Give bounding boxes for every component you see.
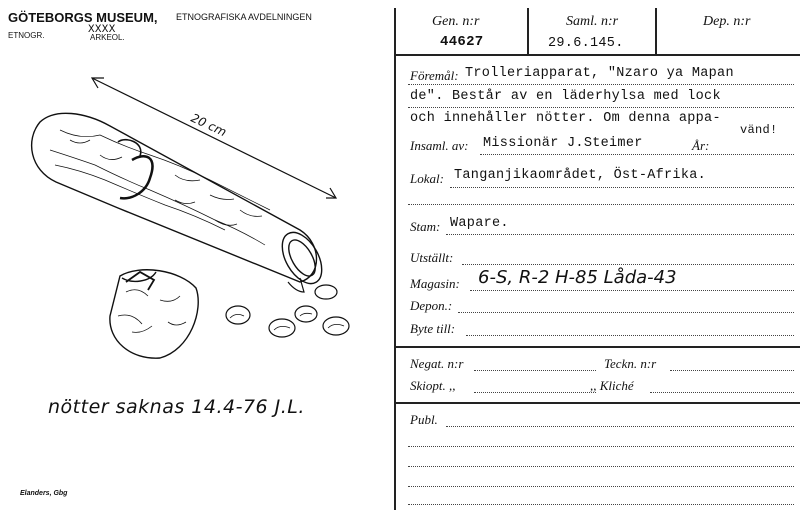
publ-rule-1 (446, 426, 794, 427)
skiopt-label: Skiopt. ,, (410, 378, 456, 393)
publ-rule-3 (408, 466, 794, 467)
arkeol-label: ARKEOL. (90, 33, 125, 42)
foremal-line-1: Trolleriapparat, "Nzaro ya Mapan (465, 66, 734, 81)
foremal-extra: vänd! (740, 123, 778, 137)
lower-rule (394, 402, 800, 404)
stam-label: Stam: (410, 219, 441, 234)
stam-rule (446, 234, 794, 235)
measurement-label: 20 cm (188, 110, 229, 140)
saml-label: Saml. n:r (566, 14, 619, 29)
lokal-label: Lokal: (410, 171, 444, 186)
kliche-label: ,, Kliché (590, 378, 634, 393)
tube-lid (110, 270, 198, 358)
byte-label: Byte till: (410, 321, 456, 336)
stam-value: Wapare. (450, 216, 509, 231)
mid-rule (394, 346, 800, 348)
byte-rule (466, 335, 794, 336)
handwritten-note: nötter saknas 14.4-76 J.L. (48, 396, 305, 418)
depon-rule (458, 312, 794, 313)
gen-label: Gen. n:r (432, 14, 480, 29)
publ-label: Publ. (410, 412, 438, 427)
foremal-rule-2 (408, 107, 794, 108)
object-sketch (0, 60, 380, 380)
kliche-rule (650, 392, 794, 393)
publ-rule-2 (408, 446, 794, 447)
printer-mark: Elanders, Gbg (20, 490, 68, 497)
gen-value: 44627 (440, 34, 484, 50)
magasin-value: 6-S, R-2 H-85 Låda-43 (478, 267, 677, 288)
skiopt-rule (474, 392, 596, 393)
arkeol-strikeout: XXXX (88, 24, 116, 36)
publ-rule-5 (408, 504, 794, 505)
lokal-rule (450, 187, 794, 188)
depon-label: Depon.: (410, 298, 453, 313)
museum-name: GÖTEBORGS MUSEUM, (8, 10, 158, 25)
publ-rule-4 (408, 486, 794, 487)
nuts (226, 285, 349, 337)
foremal-label: Föremål: (410, 68, 459, 83)
insaml-value: Missionär J.Steimer (483, 136, 643, 151)
ar-label: År: (692, 138, 710, 153)
measurement-arrow (92, 78, 336, 198)
insaml-label: Insaml. av: (410, 138, 469, 153)
magasin-rule (470, 290, 794, 291)
leather-tube (32, 110, 330, 292)
insaml-rule (480, 154, 794, 155)
lokal-rule-2 (408, 204, 794, 205)
negat-label: Negat. n:r (410, 356, 464, 371)
negat-rule (474, 370, 596, 371)
teckn-rule (670, 370, 794, 371)
header-bottom-rule (394, 54, 800, 56)
teckn-label: Teckn. n:r (604, 356, 657, 371)
foremal-line-3: och innehåller nötter. Om denna appa- (410, 111, 721, 126)
utstallt-rule (462, 264, 794, 265)
etnogr-label: ETNOGR. (8, 31, 45, 40)
card-left-border (394, 8, 396, 510)
utstallt-label: Utställt: (410, 250, 454, 265)
header-divider-2 (655, 8, 657, 54)
magasin-label: Magasin: (410, 276, 460, 291)
saml-value: 29.6.145. (548, 36, 624, 51)
foremal-line-2: de". Består av en läderhylsa med lock (410, 89, 721, 104)
lokal-value: Tanganjikaområdet, Öst-Afrika. (454, 168, 707, 183)
foremal-rule-1 (408, 84, 794, 85)
department-name: ETNOGRAFISKA AVDELNINGEN (176, 12, 312, 22)
header-divider-1 (527, 8, 529, 54)
dep-label: Dep. n:r (703, 14, 751, 29)
